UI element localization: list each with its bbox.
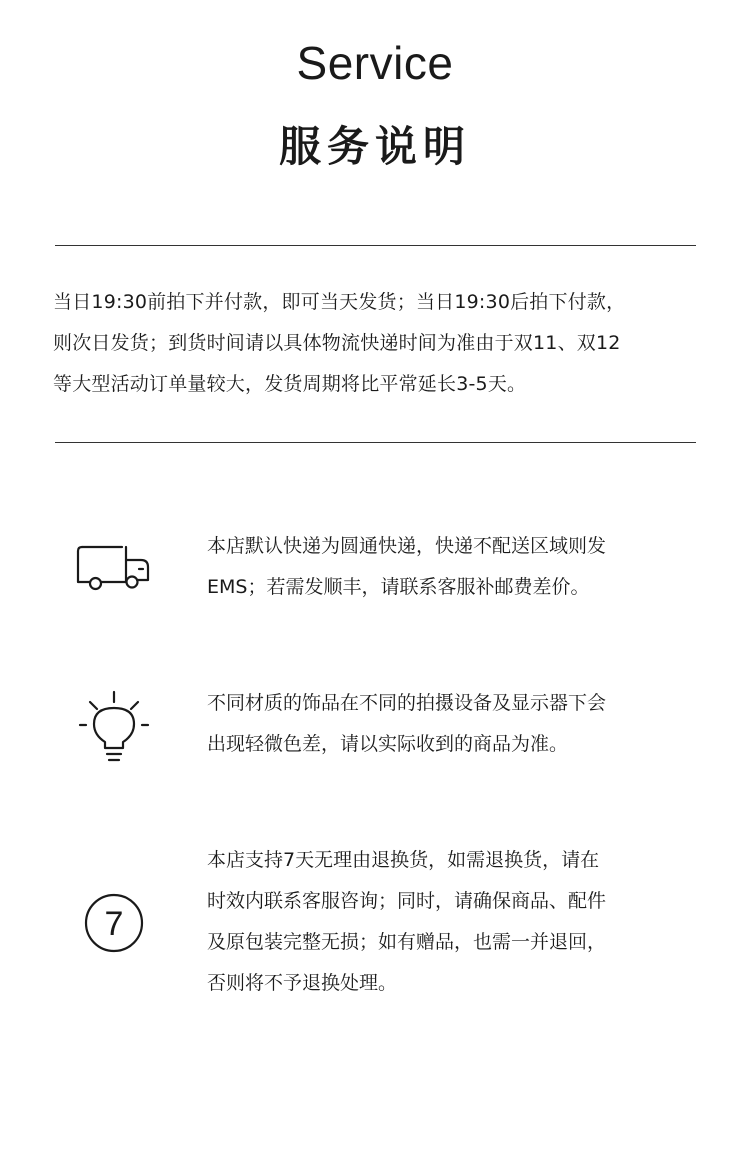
return-policy-text [207, 840, 707, 1004]
color-difference-text [207, 683, 707, 765]
express-policy-text [207, 526, 707, 608]
divider-bottom [55, 442, 696, 443]
seven-day-label: 7 [104, 905, 124, 943]
shipping-notice-line: 则次日发货；到货时间请以具体物流快递时间为准由于双11、双12 [53, 332, 621, 354]
shipping-notice-line: 当日19:30前拍下并付款，即可当天发货；当日19:30后拍下付款， [53, 291, 626, 313]
shipping-notice-line: 等大型活动订单量较大，发货周期将比平常延长3-5天。 [53, 373, 527, 395]
page-title-en: Service [296, 37, 454, 89]
express-policy-line: 本店默认快递为圆通快递，快递不配送区域则发 [207, 535, 607, 557]
color-difference-line: 出现轻微色差，请以实际收到的商品为准。 [207, 733, 569, 755]
color-difference-line: 不同材质的饰品在不同的拍摄设备及显示器下会 [207, 692, 607, 714]
lightbulb-icon [74, 688, 154, 768]
return-policy-line: 本店支持7天无理由退换货，如需退换货，请在 [207, 849, 600, 871]
return-policy-line: 否则将不予退换处理。 [207, 972, 398, 994]
delivery-truck-icon [74, 530, 154, 610]
page-title-cn: 服务说明 [278, 122, 471, 171]
divider-top [55, 245, 696, 246]
return-policy-line: 及原包装完整无损；如有赠品，也需一并退回， [207, 931, 607, 953]
shipping-notice [53, 282, 713, 405]
seven-day-return-icon [74, 883, 154, 963]
return-policy-line: 时效内联系客服咨询；同时，请确保商品、配件 [207, 890, 607, 912]
express-policy-line: EMS；若需发顺丰，请联系客服补邮费差价。 [207, 576, 590, 598]
